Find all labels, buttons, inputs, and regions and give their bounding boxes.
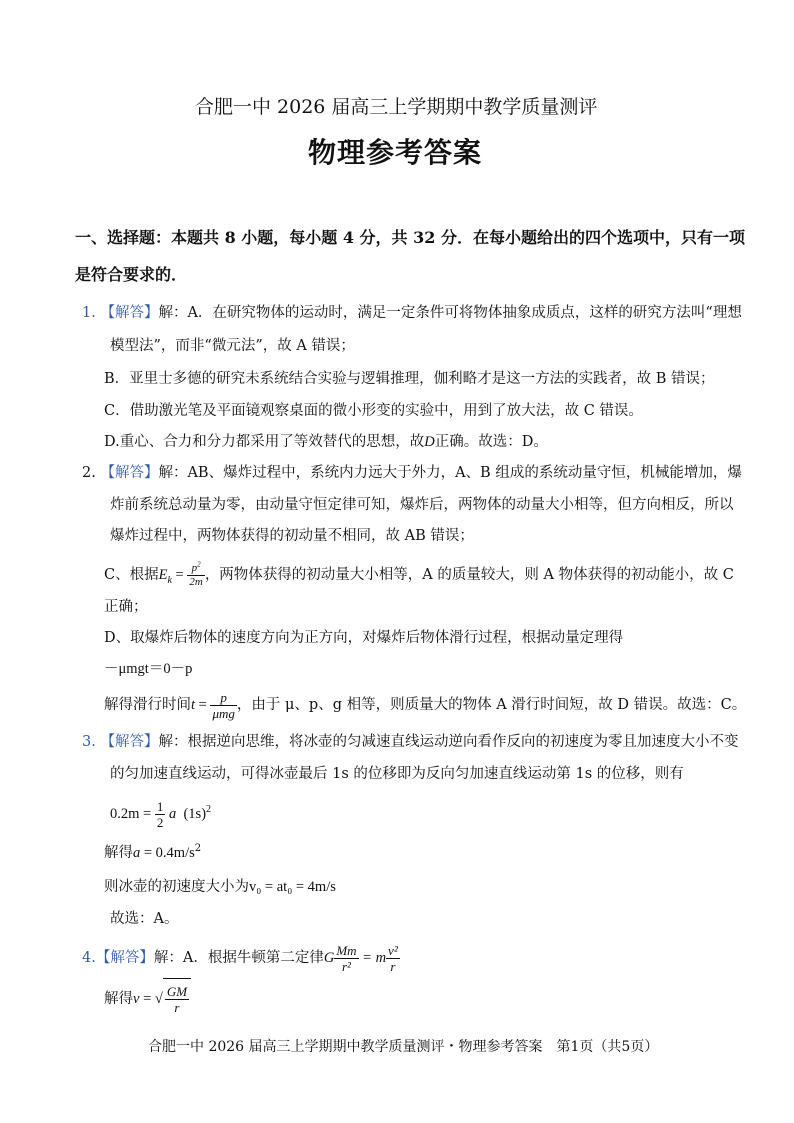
equation-text: = 0.4m/s xyxy=(140,845,195,861)
page-footer: 合肥一中 2026 届高三上学期期中教学质量测评・物理参考答案 第1页（共5页） xyxy=(148,1039,659,1055)
fraction-denominator: 2m xyxy=(189,575,203,588)
math-fraction xyxy=(386,944,400,973)
answer-label: 【解答】 xyxy=(100,305,159,321)
fraction-denominator: r xyxy=(174,999,180,1015)
answer-line-formula xyxy=(104,558,734,598)
answer-text: 解：A．根据牛顿第二定律 xyxy=(153,950,324,966)
math-fraction xyxy=(187,559,204,588)
answer-line-formula xyxy=(104,688,746,722)
answer-line: B．亚里士多德的研究未系统结合实验与逻辑推理，伽利略才是这一方法的实践者，故 B 错误； xyxy=(104,371,715,387)
answer-line xyxy=(104,877,336,897)
fraction-numerator: 1 xyxy=(156,799,164,815)
answer-label: 【解答】 xyxy=(100,734,159,750)
section-heading-cont: 是符合要求的． xyxy=(75,265,188,284)
answer-line: 模型法”，而非“微元法”，故 A 错误； xyxy=(110,338,355,354)
answer-text: 解：根据逆向思维，将冰壶的匀减速直线运动逆向看作反向的初速度为零且加速度大小不变 xyxy=(158,734,739,750)
math-variable: a xyxy=(133,845,141,861)
math-variable: a xyxy=(168,806,177,822)
math-fraction xyxy=(210,691,236,720)
answer-line: 爆炸过程中，两物体获得的初动量不相同，故 AB 错误； xyxy=(110,528,474,544)
math-variable: G xyxy=(323,950,335,966)
numerator-exponent: 2 xyxy=(197,559,201,568)
equation-text: (1s) xyxy=(183,806,207,822)
math-operator: = √ xyxy=(139,991,163,1007)
answer-line: 故选：A。 xyxy=(110,911,179,927)
fraction-numerator xyxy=(187,559,204,576)
answer-line xyxy=(104,432,548,452)
question-number: 3. xyxy=(82,734,96,750)
math-fraction xyxy=(165,985,189,1014)
answer-text: D.重心、合力和分力都采用了等效替代的思想，故 xyxy=(104,434,425,450)
fraction-numerator: p xyxy=(210,691,236,706)
math-variable: t xyxy=(191,697,196,713)
math-variable: D xyxy=(424,434,435,450)
answer-text: 解：A．在研究物体的运动时，满足一定条件可将物体抽象成质点，这样的研究方法叫“理想 xyxy=(158,305,742,321)
equation-text: 0.2m = xyxy=(110,806,155,822)
page-title: 物理参考答案 xyxy=(308,136,483,169)
equation-line xyxy=(110,796,211,832)
answer-label: 【解答】 xyxy=(100,465,159,481)
math-sqrt xyxy=(163,978,191,1019)
fraction-numerator: GM xyxy=(166,983,188,999)
math-variable: E xyxy=(158,567,168,583)
fraction-numerator: v² xyxy=(388,942,398,958)
answer-line: D、取爆炸后物体的速度方向为正方向，对爆炸后物体滑行过程，根据动量定理得 xyxy=(104,630,624,646)
math-fraction xyxy=(155,800,166,829)
answer-label: 【解答】 xyxy=(95,950,154,966)
math-exponent: 2 xyxy=(206,804,212,816)
fraction-denominator: r² xyxy=(341,958,351,974)
section-heading: 一、选择题：本题共 8 小题，每小题 4 分，共 32 分．在每小题给出的四个选项中，只有一项 xyxy=(75,228,745,247)
answer-line: 的匀加速直线运动，可得冰壶最后 1s 的位移即为反向匀加速直线运动第 1s 的位移，则有 xyxy=(110,766,684,782)
answer-text: 则冰壶的初速度大小为 xyxy=(104,879,249,895)
question-number: 4. xyxy=(82,950,96,966)
answer-line: C．借助激光笔及平面镜观察桌面的微小形变的实验中，用到了放大法，故 C 错误。 xyxy=(104,403,643,419)
math-variable: v xyxy=(133,991,140,1007)
answer-text: 解得 xyxy=(104,991,133,1007)
answer-line: 正确； xyxy=(104,599,148,615)
equation-text: v₀ = at₀ = 4m/s xyxy=(249,879,336,895)
question-number: 1. xyxy=(82,305,96,321)
question-2 xyxy=(82,463,742,483)
answer-text: ，由于 μ、p、g 相等，则质量大的物体 A 滑行时间短，故 D 错误。故选：C。 xyxy=(236,697,747,713)
fraction-denominator: 2 xyxy=(156,815,164,831)
answer-text: ，两物体获得的初动量大小相等，A 的质量较大，则 A 物体获得的初动能小，故 C xyxy=(204,567,734,583)
question-3 xyxy=(82,732,738,752)
question-4 xyxy=(82,938,400,978)
fraction-numerator: Mm xyxy=(336,942,357,958)
answer-text: 解得滑行时间 xyxy=(104,697,191,713)
math-operator: = xyxy=(195,697,211,713)
answer-line: 炸前系统总动量为零，由动量守恒定律可知，爆炸后，两物体的动量大小相等，但方向相反，所以 xyxy=(110,497,734,513)
answer-line xyxy=(104,978,191,1019)
page-header: 合肥一中 2026 届高三上学期期中教学质量测评 xyxy=(195,96,598,118)
question-number: 2. xyxy=(82,465,96,481)
answer-text: 解得 xyxy=(104,845,133,861)
math-operator: = m xyxy=(358,950,387,966)
answer-text: C、根据 xyxy=(104,567,159,583)
question-1 xyxy=(82,303,742,323)
math-fraction xyxy=(334,944,358,973)
answer-text: 解：AB、爆炸过程中，系统内力远大于外力，A、B 组成的系统动量守恒，机械能增加，爆 xyxy=(158,465,742,481)
fraction-denominator: μmg xyxy=(212,705,235,721)
fraction-denominator: r xyxy=(390,958,396,974)
equation-line: －μmgt＝0－p xyxy=(104,661,193,677)
math-subscript: k xyxy=(167,574,172,586)
numerator-base: p xyxy=(191,561,198,574)
math-exponent: 2 xyxy=(194,843,202,855)
math-operator: = xyxy=(171,567,188,583)
answer-text: 正确。故选：D。 xyxy=(434,434,548,450)
answer-line xyxy=(104,843,201,863)
